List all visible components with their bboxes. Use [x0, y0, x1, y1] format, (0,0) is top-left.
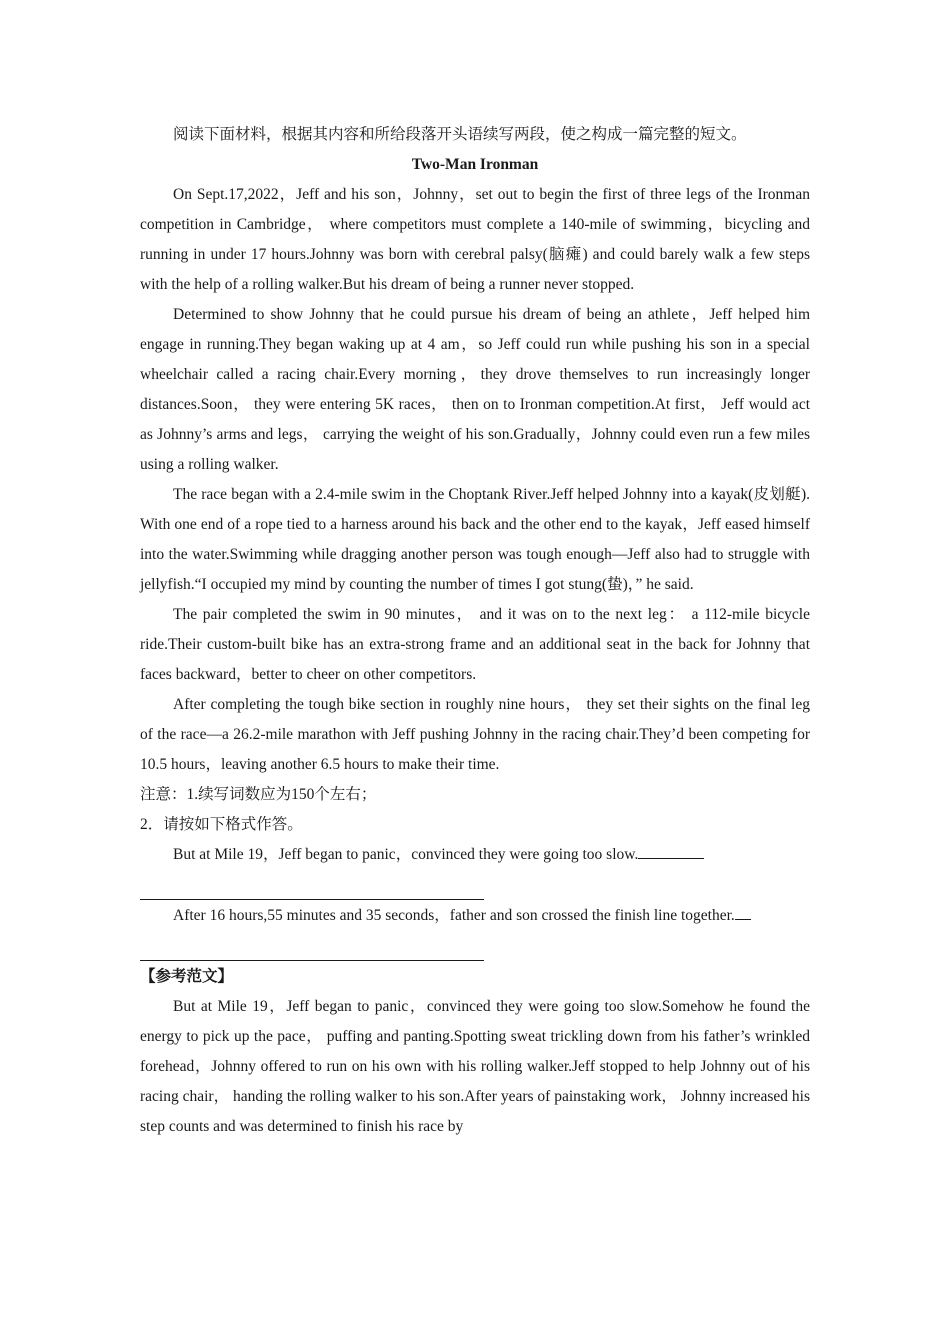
continuation-prompt-2	[140, 901, 810, 931]
document-page	[140, 120, 810, 1142]
reference-paragraph: But at Mile 19，Jeff began to panic，convinced they were going too slow.Somehow he found the energy to pick up the pace， puffing and panting.Spotting sweat trickling down from his father’s wrinkled forehead，Johnny offered to run on his own with his rolling walker.Jeff stopped to help Johnny out of his racing chair， handing the rolling walker to his son.After years of painstaking work， Johnny increased his step counts and was determined to finish his race by	[140, 998, 810, 1135]
answer-blank-line-2[interactable]	[140, 931, 484, 961]
reference-heading: 【参考范文】	[140, 968, 234, 985]
note-word-count: 注意：1.续写词数应为150个左右；	[140, 786, 377, 803]
passage-paragraph-3: The race began with a 2.4-mile swim in the Choptank River.Jeff helped Johnny into a kayak(皮划艇). With one end of a rope tied to a harness around his back and the other end to the kayak，Jeff eased himself into the water.Swimming while dragging another person was tough enough—Jeff also had to struggle with jellyfish.“I occupied my mind by counting the number of times I got stung(蛰)，” he said.	[140, 486, 810, 593]
passage-title: Two-Man Ironman	[411, 156, 539, 173]
passage-paragraph-1: On Sept.17,2022，Jeff and his son，Johnny，set out to begin the first of three legs of the Ironman competition in Cambridge， where competitors must complete a 140-mile of swimming，bicycling and running in under 17 hours.Johnny was born with cerebral palsy(脑瘫) and could barely walk a few steps with the help of a rolling walker.But his dream of being a runner never stopped.	[140, 186, 810, 293]
passage-paragraph-4: The pair completed the swim in 90 minutes， and it was on to the next leg： a 112-mile bicycle ride.Their custom-built bike has an extra-strong frame and an additional seat in the back for Johnny that faces backward，better to cheer on other competitors.	[140, 606, 810, 683]
prompt-1-text: But at Mile 19，Jeff began to panic，convinced they were going too slow.	[173, 846, 639, 863]
note-format: 2．请按如下格式作答。	[140, 816, 303, 833]
task-instruction: 阅读下面材料，根据其内容和所给段落开头语续写两段，使之构成一篇完整的短文。	[173, 126, 747, 143]
passage-paragraph-5: After completing the tough bike section in roughly nine hours， they set their sights on the final leg of the race—a 26.2-mile marathon with Jeff pushing Johnny in the racing chair.They’d been competing for 10.5 hours，leaving another 6.5 hours to make their time.	[140, 696, 810, 773]
passage-paragraph-2: Determined to show Johnny that he could pursue his dream of being an athlete，Jeff helped him engage in running.They began waking up at 4 am，so Jeff could run while pushing his son in a special wheelchair called a racing chair.Every morning，they drove themselves to run increasingly longer distances.Soon， they were entering 5K races， then on to Ironman competition.At first， Jeff would act as Johnny’s arms and legs， carrying the weight of his son.Gradually，Johnny could even run a few miles using a rolling walker.	[140, 306, 810, 473]
answer-blank-inline-2[interactable]	[735, 903, 751, 920]
answer-blank-line-1[interactable]	[140, 870, 484, 900]
prompt-2-text: After 16 hours,55 minutes and 35 seconds，father and son crossed the finish line together.	[173, 907, 735, 924]
answer-blank-inline-1[interactable]	[638, 842, 704, 859]
continuation-prompt-1	[140, 840, 810, 870]
